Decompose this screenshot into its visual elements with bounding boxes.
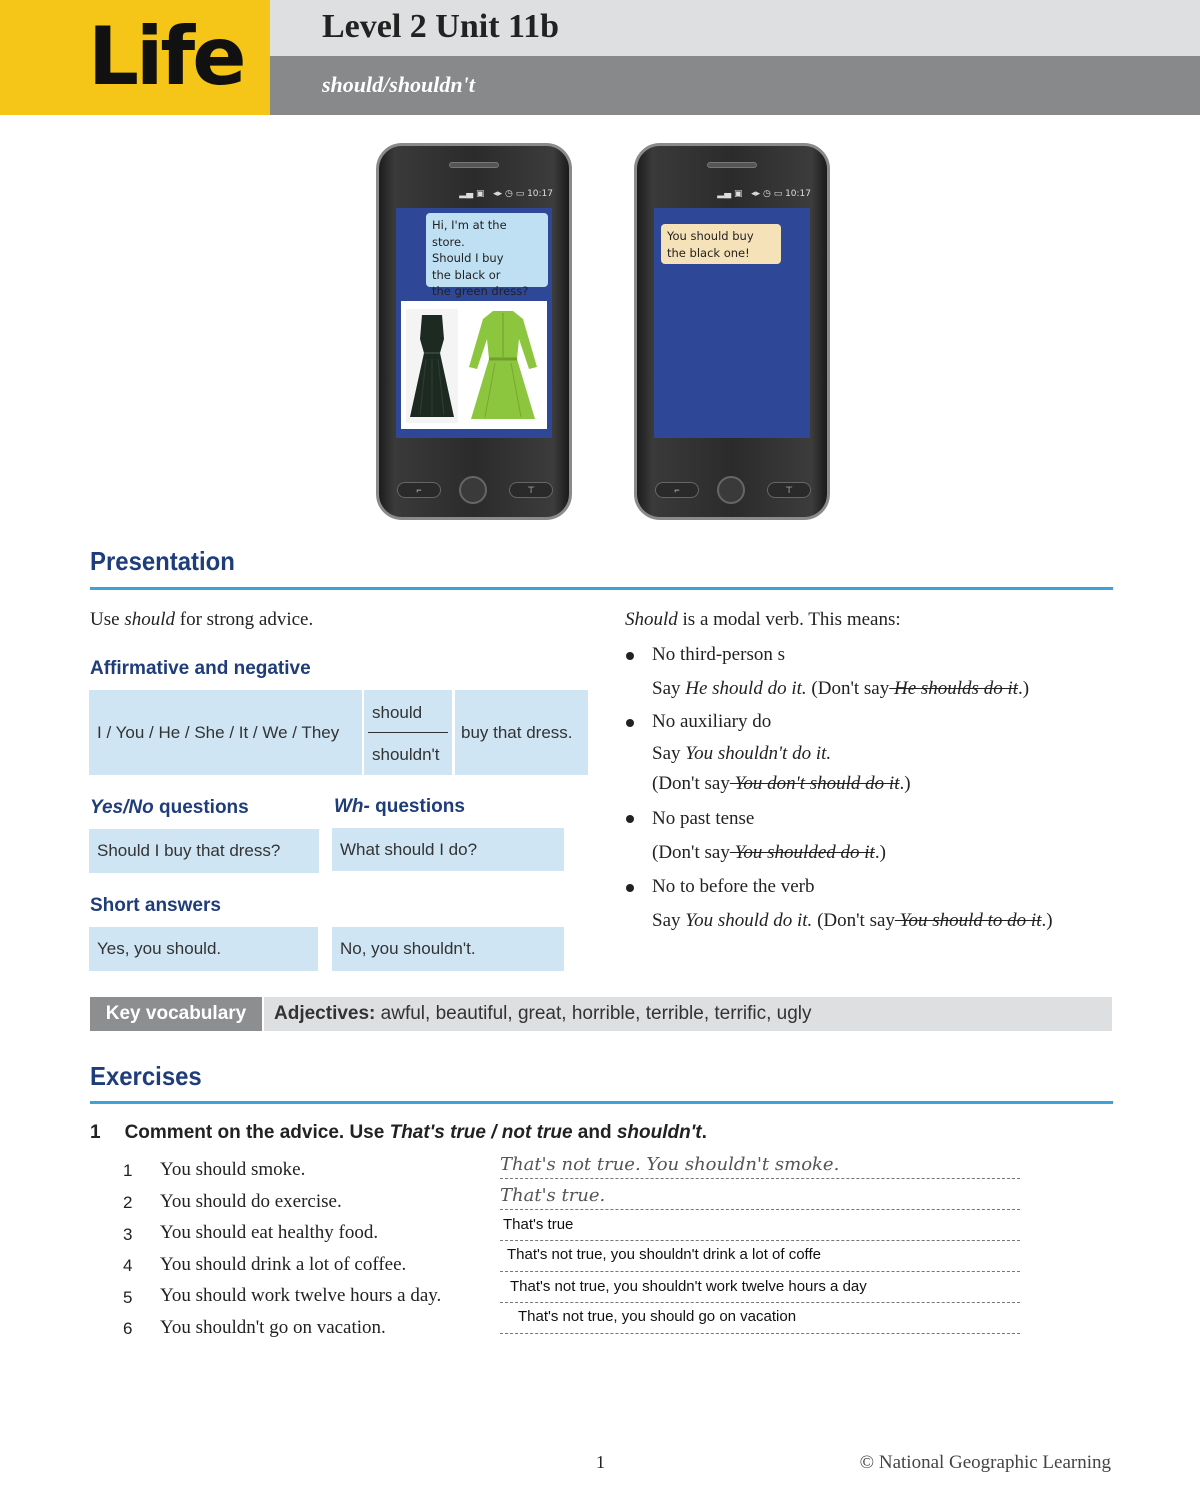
- item-number: 1: [123, 1161, 133, 1180]
- phone-status-bar: ▂▄ ▣ ◂▸ ◷ ▭ 10:17: [717, 189, 811, 199]
- key-vocabulary-label: Key vocabulary: [90, 997, 262, 1031]
- phone-speaker: [707, 162, 757, 168]
- yes-no-questions-heading: Yes/No questions: [90, 797, 249, 818]
- short-answer-yes-cell: Yes, you should.: [89, 927, 318, 971]
- rule-3-wrong: (Don't say You shoulded do it.): [652, 842, 886, 863]
- item-prompt: You should smoke.: [160, 1159, 306, 1180]
- phone-status-bar: ▂▄ ▣ ◂▸ ◷ ▭ 10:17: [459, 189, 553, 199]
- bullet: [626, 815, 634, 823]
- bullet: [626, 884, 634, 892]
- presentation-rule: [90, 587, 1113, 590]
- rule-3-title: No past tense: [652, 808, 755, 829]
- item-answer[interactable]: That's not true, you shouldn't work twelve hours a day: [510, 1278, 867, 1295]
- item-prompt: You should eat healthy food.: [160, 1222, 379, 1243]
- dress-photos: [401, 301, 547, 429]
- black-dress-image: [406, 309, 458, 423]
- item-answer[interactable]: That's not true. You shouldn't smoke.: [500, 1154, 840, 1175]
- yes-no-example-cell: Should I buy that dress?: [89, 829, 319, 873]
- bullet: [626, 652, 634, 660]
- answer-line: [500, 1271, 1020, 1272]
- item-answer[interactable]: That's not true, you should go on vacation: [518, 1308, 797, 1325]
- rule-1-title: No third-person s: [652, 644, 785, 665]
- item-prompt: You shouldn't go on vacation.: [160, 1317, 386, 1338]
- exercise-1-instruction: 1 Comment on the advice. Use That's true / not true and shouldn't.: [90, 1122, 707, 1143]
- item-prompt: You should drink a lot of coffee.: [160, 1254, 407, 1275]
- item-answer[interactable]: That's true.: [500, 1185, 606, 1206]
- exercises-heading: Exercises: [90, 1061, 202, 1091]
- call-key: ⌐: [655, 482, 699, 498]
- item-prompt: You should work twelve hours a day.: [160, 1285, 442, 1306]
- page-title: Level 2 Unit 11b: [322, 8, 560, 45]
- item-number: 5: [123, 1288, 133, 1307]
- bullet: [626, 719, 634, 727]
- phone-right: [634, 143, 830, 520]
- item-answer[interactable]: That's not true, you shouldn't drink a lot of coffe: [507, 1246, 821, 1263]
- home-button: [459, 476, 487, 504]
- page-subtitle: should/shouldn't: [322, 72, 475, 97]
- copyright-notice: © National Geographic Learning: [859, 1452, 1111, 1473]
- answer-line: [500, 1178, 1020, 1179]
- presentation-intro: Use should for strong advice.: [90, 609, 314, 630]
- subjects-cell: I / You / He / She / It / We / They: [89, 690, 362, 775]
- rule-2-example: Say You shouldn't do it.: [652, 743, 832, 764]
- question-message-bubble: Hi, I'm at the store. Should I buy the black or the green dress?: [426, 213, 548, 287]
- answer-line: [500, 1240, 1020, 1241]
- modal-verb-intro: Should is a modal verb. This means:: [625, 609, 901, 630]
- answer-line: [500, 1209, 1020, 1210]
- home-button: [717, 476, 745, 504]
- end-key: ⊤: [767, 482, 811, 498]
- rule-1-example: Say He should do it. (Don't say He shoulds do it.): [652, 678, 1030, 699]
- green-dress-image: [463, 307, 543, 425]
- advice-message-bubble: You should buy the black one!: [661, 224, 781, 264]
- page-number: 1: [596, 1452, 605, 1472]
- item-number: 4: [123, 1256, 133, 1275]
- item-number: 2: [123, 1193, 133, 1212]
- object-cell: buy that dress.: [455, 690, 588, 775]
- key-vocabulary-bar: Adjectives: awful, beautiful, great, horrible, terrible, terrific, ugly: [264, 997, 1112, 1031]
- affirmative-negative-heading: Affirmative and negative: [90, 658, 311, 679]
- item-answer[interactable]: That's true: [503, 1216, 574, 1233]
- item-number: 6: [123, 1319, 133, 1338]
- item-number: 3: [123, 1225, 133, 1244]
- wh-example-cell: What should I do?: [332, 828, 564, 871]
- modal-cell: should shouldn't: [364, 690, 452, 775]
- phone-screen: [654, 208, 810, 438]
- rule-2-wrong: (Don't say You don't should do it.): [652, 773, 911, 794]
- call-key: ⌐: [397, 482, 441, 498]
- rule-2-title: No auxiliary do: [652, 711, 772, 732]
- life-logo: Life: [88, 10, 244, 103]
- short-answer-no-cell: No, you shouldn't.: [332, 927, 564, 971]
- exercises-rule: [90, 1101, 1113, 1104]
- answer-line: [500, 1302, 1020, 1303]
- short-answers-heading: Short answers: [90, 895, 221, 916]
- answer-line: [500, 1333, 1020, 1334]
- phone-speaker: [449, 162, 499, 168]
- rule-4-example: Say You should do it. (Don't say You should to do it.): [652, 910, 1053, 931]
- phone-screen: [396, 208, 552, 438]
- item-prompt: You should do exercise.: [160, 1191, 342, 1212]
- presentation-heading: Presentation: [90, 546, 235, 576]
- rule-4-title: No to before the verb: [652, 876, 815, 897]
- wh-questions-heading: Wh- questions: [334, 796, 465, 817]
- end-key: ⊤: [509, 482, 553, 498]
- phone-left: [376, 143, 572, 520]
